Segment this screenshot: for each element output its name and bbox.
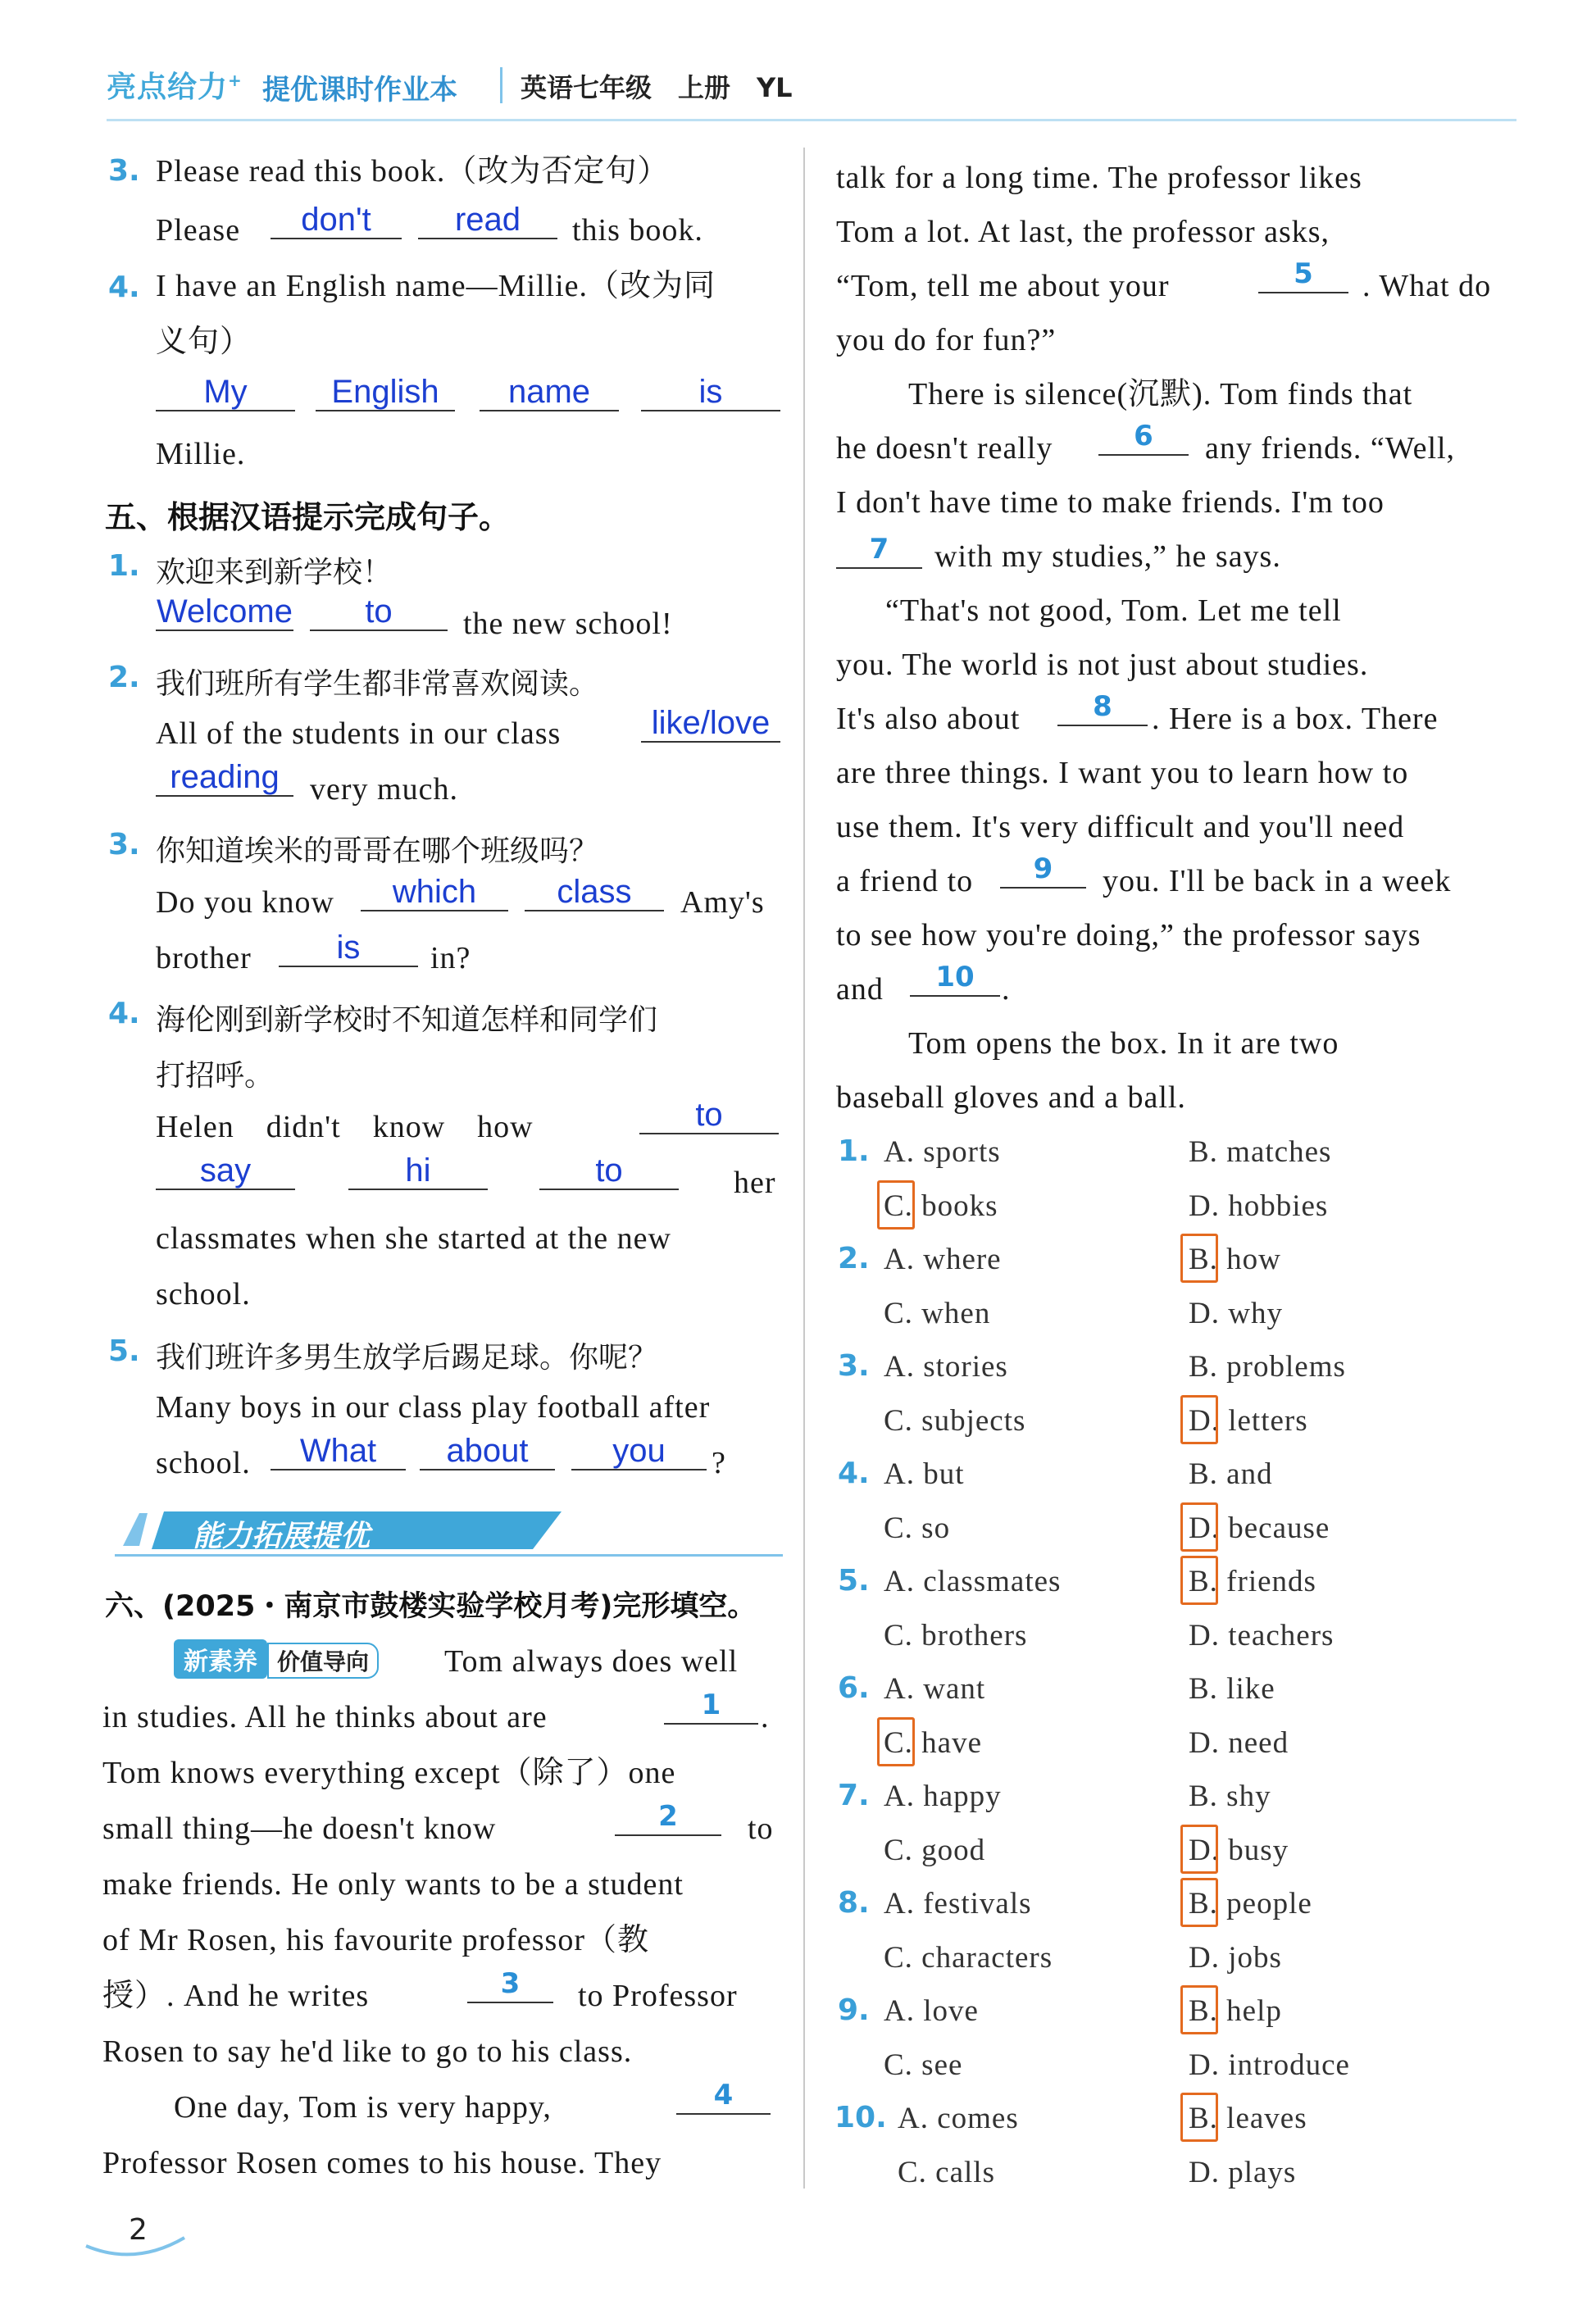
option-b[interactable]: B. how <box>1189 1243 1281 1276</box>
book-title: 英语七年级 上册 YL <box>521 72 793 103</box>
answer-blank[interactable]: is <box>279 931 418 967</box>
selected-answer-box <box>1180 1395 1218 1444</box>
option-question-number: 6. <box>838 1671 870 1705</box>
option-b[interactable]: B. help <box>1189 1994 1282 2028</box>
option-d[interactable]: D. because <box>1189 1511 1330 1545</box>
passage-line: I don't have time to make friends. I'm too <box>836 485 1385 520</box>
section-heading: 五、根据汉语提示完成句子。 <box>105 499 511 535</box>
passage-line: use them. It's very difficult and you'll need <box>836 810 1405 844</box>
option-b[interactable]: B. people <box>1189 1887 1312 1920</box>
answer-blank[interactable]: class <box>525 875 664 911</box>
option-question-number: 9. <box>838 1993 870 2027</box>
section-heading: 六、(2025・南京市鼓楼实验学校月考)完形填空。 <box>105 1590 757 1623</box>
passage-line: and <box>836 972 884 1007</box>
option-a[interactable]: A. happy <box>884 1780 1002 1813</box>
book-series: 提优课时作业本 <box>262 74 457 107</box>
question-number: 3. <box>108 154 140 188</box>
question-text: this book. <box>572 213 703 248</box>
option-c[interactable]: C. so <box>884 1511 951 1545</box>
literacy-tag <box>174 1639 379 1679</box>
question-text: Helen didn't know how <box>156 1110 534 1144</box>
passage-line: Rosen to say he'd like to go to his class. <box>102 2034 633 2069</box>
option-question-number: 2. <box>838 1242 870 1275</box>
option-d[interactable]: D. letters <box>1189 1403 1308 1438</box>
answer-blank[interactable]: you <box>571 1434 707 1470</box>
option-question-number: 10. <box>834 2101 887 2134</box>
option-a[interactable]: A. but <box>884 1457 965 1491</box>
passage-line: to Professor <box>578 1979 738 2013</box>
question-text: her <box>734 1166 776 1200</box>
answer-blank[interactable]: English <box>316 375 455 411</box>
option-c[interactable]: C. calls <box>898 2155 995 2189</box>
question-text: the new school! <box>463 607 673 641</box>
chinese-prompt: 海伦刚到新学校时不知道怎样和同学们 <box>156 1003 658 1037</box>
passage-line: . Here is a box. There <box>1152 702 1439 736</box>
option-c[interactable]: C. when <box>884 1296 991 1330</box>
banner-rule <box>115 1554 783 1557</box>
passage-line: you. I'll be back in a week <box>1103 864 1452 898</box>
passage-line: “Tom, tell me about your <box>836 269 1170 303</box>
answer-blank[interactable]: like/love <box>641 707 780 743</box>
chinese-prompt: 我们班所有学生都非常喜欢阅读。 <box>156 667 599 701</box>
option-b[interactable]: B. leaves <box>1189 2102 1307 2135</box>
chinese-prompt: 打招呼。 <box>156 1059 275 1093</box>
answer-blank[interactable]: name <box>480 375 619 411</box>
option-d[interactable]: D. hobbies <box>1189 1189 1329 1223</box>
passage-line: a friend to <box>836 864 974 898</box>
option-c[interactable]: C. have <box>884 1725 983 1760</box>
passage-line: baseball gloves and a ball. <box>836 1080 1186 1115</box>
passage-line: . What do <box>1362 269 1492 303</box>
passage-line: It's also about <box>836 702 1021 736</box>
question-text: All of the students in our class <box>156 716 562 751</box>
passage-line: “That's not good, Tom. Let me tell <box>885 593 1342 628</box>
option-b[interactable]: B. and <box>1189 1457 1273 1491</box>
question-text: Millie. <box>156 437 246 471</box>
selected-answer-box <box>1180 1985 1218 2034</box>
question-text: very much. <box>310 772 458 807</box>
option-c[interactable]: C. brothers <box>884 1618 1028 1652</box>
passage-line: Professor Rosen comes to his house. They <box>102 2146 662 2180</box>
tag-new-literacy: 新素养 <box>174 1639 267 1679</box>
answer-blank[interactable]: say <box>156 1154 295 1190</box>
question-text: Amy's <box>680 885 765 920</box>
option-b[interactable]: B. shy <box>1189 1780 1271 1813</box>
selected-answer-box <box>1180 1556 1218 1605</box>
option-a[interactable]: A. want <box>884 1672 986 1706</box>
option-d[interactable]: D. jobs <box>1189 1940 1282 1975</box>
question-number: 4. <box>108 997 140 1030</box>
selected-answer-box <box>1180 2093 1218 2142</box>
chinese-prompt: 我们班许多男生放学后踢足球。你呢？ <box>156 1341 658 1375</box>
passage-punct: . <box>761 1700 770 1734</box>
header-divider <box>500 67 502 103</box>
option-d[interactable]: D. plays <box>1189 2155 1297 2189</box>
brand-logo: 亮点给力+ <box>107 70 243 104</box>
question-text: Please <box>156 213 241 248</box>
selected-answer-box <box>877 1717 915 1766</box>
option-a[interactable]: A. sports <box>884 1135 1001 1169</box>
answer-blank[interactable]: to <box>639 1098 779 1134</box>
option-b[interactable]: B. problems <box>1189 1350 1346 1384</box>
option-a[interactable]: A. where <box>884 1243 1002 1276</box>
answer-blank[interactable]: about <box>420 1434 555 1470</box>
page-number-badge <box>78 2213 193 2266</box>
answer-blank[interactable]: Welcome <box>157 593 293 630</box>
selected-answer-box <box>1180 1502 1218 1552</box>
header-rule <box>107 119 1516 121</box>
passage-line: to <box>748 1811 774 1846</box>
question-number: 1. <box>108 549 140 583</box>
cloze-blank[interactable]: 7 <box>836 533 922 569</box>
option-d[interactable]: D. teachers <box>1189 1618 1335 1652</box>
selected-answer-box <box>1180 1234 1218 1283</box>
option-c[interactable]: C. characters <box>884 1940 1053 1975</box>
question-text: brother <box>156 941 252 975</box>
passage-line: Tom a lot. At last, the professor asks, <box>836 215 1330 249</box>
answer-blank[interactable]: My <box>156 375 295 411</box>
question-text: Many boys in our class play football after <box>156 1390 711 1425</box>
passage-line: of Mr Rosen, his favourite professor（教 <box>102 1923 650 1957</box>
option-a[interactable]: A. festivals <box>884 1887 1032 1920</box>
question-number: 3. <box>108 828 140 861</box>
passage-line: to see how you're doing,” the professor says <box>836 918 1421 952</box>
passage-line: in studies. All he thinks about are <box>102 1700 548 1734</box>
answer-blank[interactable]: is <box>641 375 780 411</box>
question-number: 4. <box>108 270 140 304</box>
option-question-number: 5. <box>838 1564 870 1598</box>
question-text: Do you know <box>156 885 334 920</box>
cloze-blank[interactable]: 1 <box>664 1689 758 1725</box>
answer-blank[interactable]: which <box>361 875 508 911</box>
question-text: school. <box>156 1277 251 1311</box>
option-d[interactable]: D. busy <box>1189 1833 1289 1867</box>
option-d[interactable]: D. introduce <box>1189 2048 1350 2082</box>
selected-answer-box <box>1180 1878 1218 1927</box>
option-a[interactable]: A. stories <box>884 1350 1008 1384</box>
option-question-number: 3. <box>838 1349 870 1383</box>
cloze-blank[interactable]: 6 <box>1098 420 1189 456</box>
passage-line: Tom always does well <box>444 1644 739 1679</box>
passage-line: any friends. “Well, <box>1205 431 1456 466</box>
passage-line: There is silence(沉默). Tom finds that <box>908 377 1413 411</box>
option-b[interactable]: B. matches <box>1189 1135 1332 1169</box>
cloze-blank[interactable]: 10 <box>910 961 1000 997</box>
question-text: school. <box>156 1446 251 1480</box>
answer-blank[interactable]: to <box>310 595 448 631</box>
answer-blank[interactable]: to <box>539 1154 679 1190</box>
banner-figure-icon <box>123 1513 148 1546</box>
question-text: classmates when she started at the new <box>156 1221 671 1256</box>
passage-line: small thing—he doesn't know <box>102 1811 497 1846</box>
question-text: ? <box>712 1446 726 1480</box>
option-b[interactable]: B. friends <box>1189 1565 1316 1598</box>
chinese-prompt: 你知道埃米的哥哥在哪个班级吗？ <box>156 834 599 868</box>
banner-title: 能力拓展提优 <box>193 1520 371 1553</box>
selected-answer-box <box>877 1180 915 1230</box>
tag-value-guide: 价值导向 <box>267 1643 379 1679</box>
cloze-blank[interactable]: 2 <box>615 1800 721 1836</box>
passage-line: make friends. He only wants to be a student <box>102 1867 684 1902</box>
option-d[interactable]: D. why <box>1189 1296 1283 1330</box>
answer-blank[interactable]: What <box>271 1434 406 1470</box>
option-d[interactable]: D. need <box>1189 1725 1289 1760</box>
option-a[interactable]: A. love <box>884 1994 979 2028</box>
selected-answer-box <box>1180 1825 1218 1874</box>
passage-line: Tom knows everything except（除了）one <box>102 1756 676 1790</box>
question-text: in? <box>430 941 471 975</box>
option-c[interactable]: C. books <box>884 1189 998 1223</box>
cloze-blank[interactable]: 3 <box>467 1967 553 2003</box>
answer-blank[interactable]: read <box>418 203 557 239</box>
question-text: I have an English name—Millie.（改为同 <box>156 269 716 303</box>
section-banner <box>115 1507 783 1552</box>
question-number: 5. <box>108 1334 140 1368</box>
cloze-blank[interactable]: 5 <box>1258 257 1348 293</box>
passage-line: you. The world is not just about studies. <box>836 648 1369 682</box>
passage-line: he doesn't really <box>836 431 1053 466</box>
option-question-number: 8. <box>838 1886 870 1920</box>
question-text: Please read this book.（改为否定句） <box>156 154 670 189</box>
option-b[interactable]: B. like <box>1189 1672 1275 1706</box>
option-c[interactable]: C. good <box>884 1833 986 1867</box>
chinese-prompt: 欢迎来到新学校！ <box>156 556 393 589</box>
option-c[interactable]: C. see <box>884 2048 963 2082</box>
option-a[interactable]: A. classmates <box>884 1565 1062 1598</box>
passage-line: Tom opens the box. In it are two <box>908 1026 1339 1061</box>
passage-line: One day, Tom is very happy, <box>174 2090 552 2125</box>
answer-blank[interactable]: hi <box>348 1154 488 1190</box>
passage-line: 授）. And he writes <box>102 1979 370 2013</box>
option-a[interactable]: A. comes <box>898 2102 1019 2135</box>
answer-blank[interactable]: don't <box>271 203 402 239</box>
answer-blank[interactable]: reading <box>156 761 293 797</box>
question-text: 义句） <box>156 325 252 359</box>
cloze-blank[interactable]: 4 <box>676 2079 771 2115</box>
page-number: 2 <box>129 2213 148 2247</box>
option-question-number: 7. <box>838 1779 870 1812</box>
option-c[interactable]: C. subjects <box>884 1403 1026 1438</box>
passage-line: are three things. I want you to learn how to <box>836 756 1409 790</box>
passage-line: with my studies,” he says. <box>934 539 1281 574</box>
passage-line: talk for a long time. The professor likes <box>836 161 1362 195</box>
column-divider <box>803 148 805 2189</box>
question-number: 2. <box>108 661 140 694</box>
passage-line: you do for fun?” <box>836 323 1057 357</box>
option-question-number: 1. <box>838 1134 870 1168</box>
cloze-blank[interactable]: 9 <box>1000 852 1086 889</box>
option-question-number: 4. <box>838 1457 870 1490</box>
passage-punct: . <box>1002 972 1011 1007</box>
cloze-blank[interactable]: 8 <box>1057 690 1148 726</box>
